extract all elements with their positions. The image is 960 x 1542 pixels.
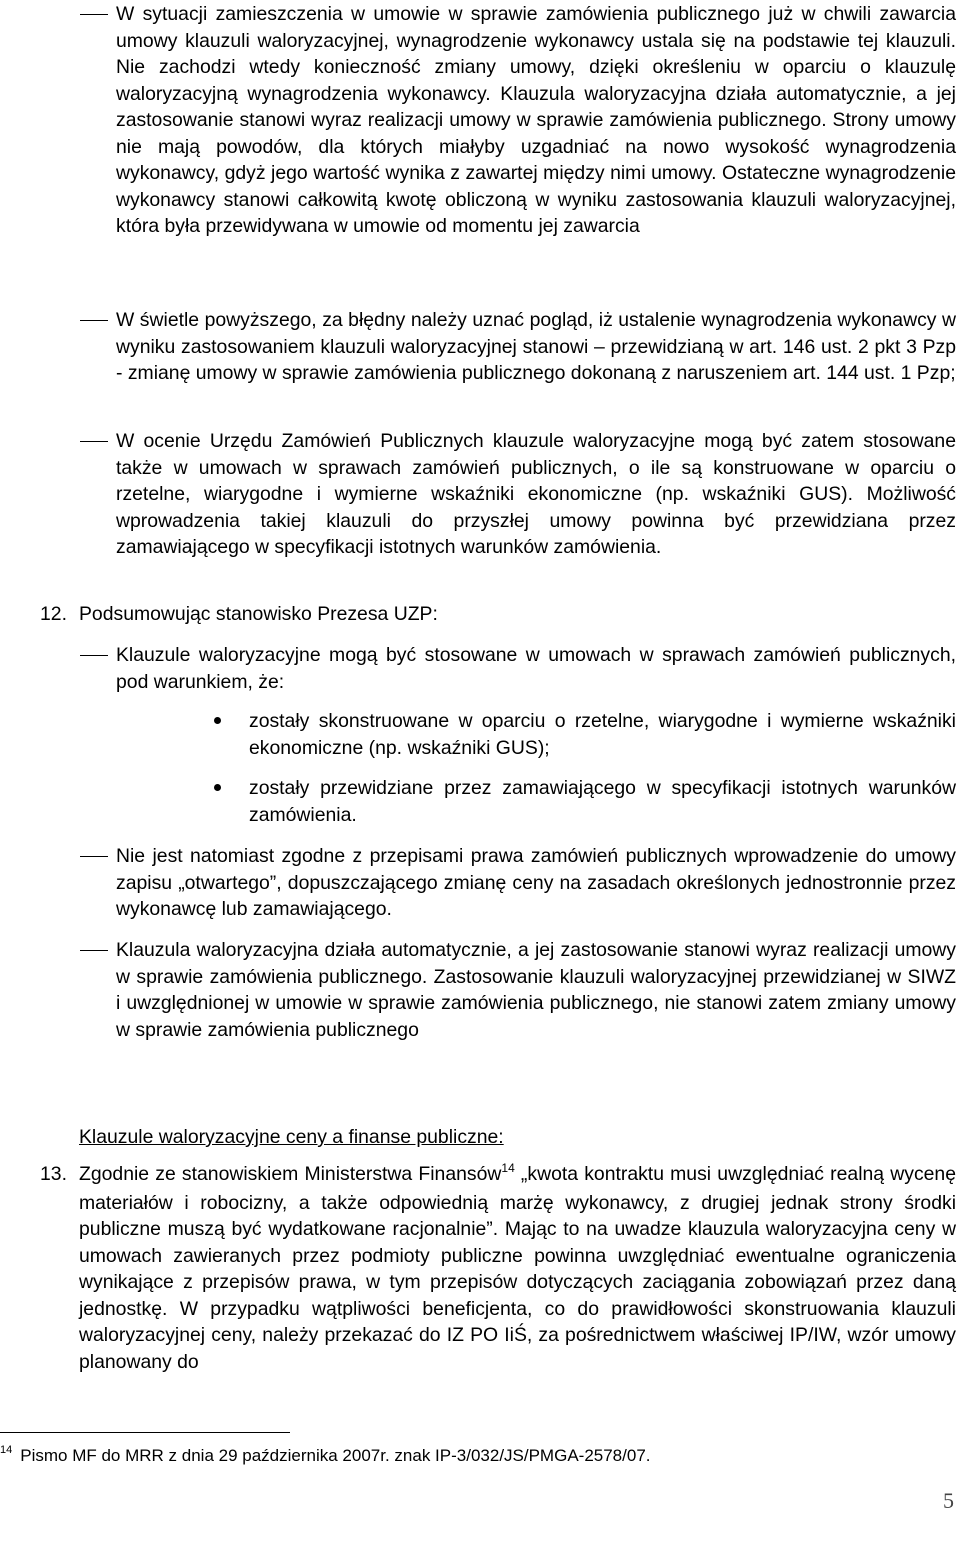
section-heading: Klauzule waloryzacyjne ceny a finanse publiczne: xyxy=(79,1126,504,1148)
dash-marker xyxy=(80,655,108,656)
point-text xyxy=(79,1161,956,1375)
bullet-text: Klauzule waloryzacyjne mogą być stosowane w umowach w sprawach zamówień publicznych, pod warunkiem, że: xyxy=(116,644,956,693)
bullet-text: Nie jest natomiast zgodne z przepisami prawa zamówień publicznych wprowadzenie do umowy zapisu „otwartego”, dopuszczającego zmianę ceny na zasadach określonych jednostronnie przez wykonawcę lub zamawiającego. xyxy=(116,845,956,920)
bullet-text: Klauzula waloryzacyjna działa automatycznie, a jej zastosowanie stanowi wyraz realizacji umowy w sprawie zamówienia publicznego. Zastosowanie klauzuli waloryzacyjnej przewidzianej w SIWZ i uwzględnionej w umowie w sprawie zamówienia publicznego, nie stanowi zatem zmiany umowy w sprawie zamówienia publicznego xyxy=(116,939,956,1041)
bullet-dot xyxy=(214,717,221,724)
point-text-start: Zgodnie ze stanowiskiem Ministerstwa Finansów xyxy=(79,1163,502,1185)
footnote-number: 14 xyxy=(0,1444,13,1456)
point-text-rest: „kwota kontraktu musi uwzględniać realną wycenę materiałów i robocizny, a także odpowiednią marżę wykonawcy, z drugiej jednak strony środki publiczne muszą być wydatkowane racjonalnie”. Mając to na uwadze klauzula waloryzacyjna ceny w umowach zawieranych przez podmioty publiczne powinna uwzględniać ewentualne ograniczenia wynikające z przepisów prawa, w tym przepisów dotyczących zaciągania zobowiązań przez daną jednostkę. W przypadku wątpliwości beneficjenta, co do prawidłowości skonstruowania klauzuli waloryzacyjnej ceny, należy przekazać do IZ PO IiŚ, za pośrednictwem właściwej IP/IW, wzór umowy planowany do xyxy=(79,1163,957,1373)
point-number: 13. xyxy=(40,1163,67,1185)
bullet-text: W sytuacji zamieszczenia w umowie w sprawie zamówienia publicznego już w chwili zawarcia umowy klauzuli waloryzacyjnej, wynagrodzenie wykonawcy ustala się na podstawie tej klauzuli. Nie zachodzi wtedy konieczność zmiany umowy, dzięki określeniu w oparciu o klauzulę waloryzacyjną wynagrodzenia wykonawcy. Klauzula waloryzacyjna działa automatycznie, a jej zastosowanie stanowi wyraz realizacji umowy w sprawie zamówienia publicznego. Strony umowy nie mają powodów, dla których miałyby uzgadniać na nowo wysokość wynagrodzenia wykonawcy, gdyż jego wartość wynika z zawartej między nimi umowy. Ostateczne wynagrodzenie wykonawcy stanowi całkowitą kwotę obliczoną w wyniku zastosowania klauzuli waloryzacyjnej, która była przewidywana w umowie od momentu jej zawarcia xyxy=(116,3,956,237)
sub-item-text: zostały skonstruowane w oparciu o rzetelne, wiarygodne i wymierne wskaźniki ekonomiczne (np. wskaźniki GUS); xyxy=(249,710,956,759)
footnote xyxy=(0,1444,940,1470)
dash-marker xyxy=(80,14,108,15)
dash-marker xyxy=(80,441,108,442)
dash-marker xyxy=(80,950,108,951)
dash-marker xyxy=(80,320,108,321)
point-text: Podsumowując stanowisko Prezesa UZP: xyxy=(79,603,438,625)
point-number: 12. xyxy=(40,603,67,625)
bullet-text: W ocenie Urzędu Zamówień Publicznych klauzule waloryzacyjne mogą być zatem stosowane także w umowach w sprawach zamówień publicznych, o ile są konstruowane w oparciu o rzetelne, wiarygodne i wymierne wskaźniki ekonomiczne (np. wskaźniki GUS). Możliwość wprowadzenia takiej klauzuli do przyszłej umowy powinna być przewidziana przez zamawiającego w specyfikacji istotnych warunków zamówienia. xyxy=(116,430,956,558)
footnote-reference[interactable]: 14 xyxy=(501,1161,515,1175)
bullet-text: W świetle powyższego, za błędny należy uznać pogląd, iż ustalenie wynagrodzenia wykonawcy w wyniku zastosowaniem klauzuli waloryzacyjnej stanowi – przewidzianą w art. 146 ust. 2 pkt 3 Pzp - zmianę umowy w sprawie zamówienia publicznego dokonaną z naruszeniem art. 144 ust. 1 Pzp; xyxy=(116,309,956,384)
footnote-text: Pismo MF do MRR z dnia 29 października 2007r. znak IP-3/032/JS/PMGA-2578/07. xyxy=(20,1446,651,1465)
footnote-separator xyxy=(0,1432,290,1433)
page-number: 5 xyxy=(943,1488,954,1513)
sub-item-text: zostały przewidziane przez zamawiającego w specyfikacji istotnych warunków zamówienia. xyxy=(249,777,956,826)
bullet-dot xyxy=(214,784,221,791)
dash-marker xyxy=(80,856,108,857)
